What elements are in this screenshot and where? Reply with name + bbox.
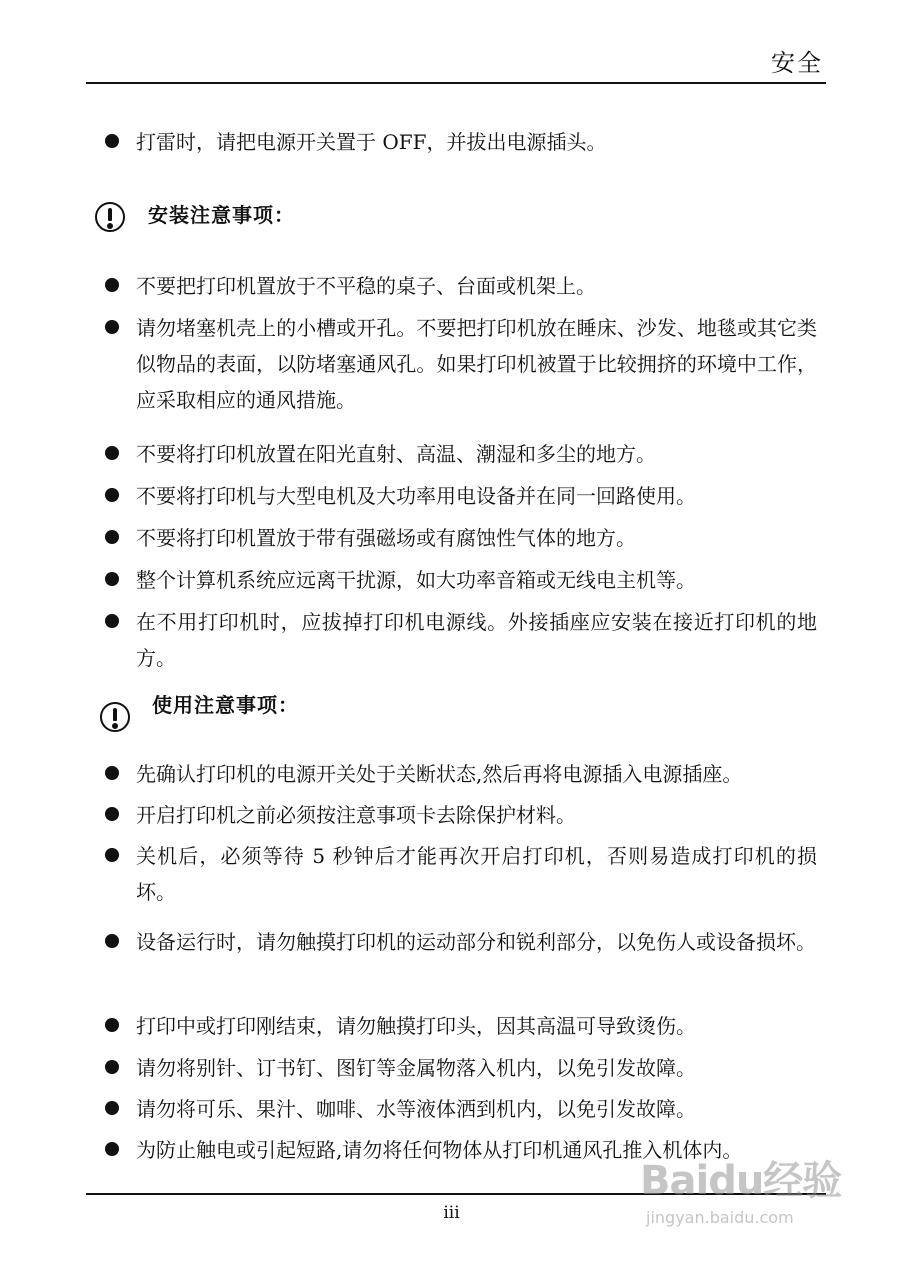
bullet-icon [105, 278, 119, 292]
list-item [105, 520, 817, 556]
watermark-url: jingyan.baidu.com [646, 1208, 794, 1227]
list-item-text: 请勿将别针、订书钉、图钉等金属物落入机内，以免引发故障。 [136, 1056, 696, 1080]
bullet-icon [105, 1060, 119, 1074]
list-item [105, 797, 817, 833]
list-item-text: 打雷时，请把电源开关置于 OFF，并拔出电源插头。 [136, 130, 607, 154]
page-header-title: 安全 [771, 49, 823, 77]
list-item-text: 不要将打印机放置在阳光直射、高温、潮湿和多尘的地方。 [136, 442, 656, 466]
list-item-text: 不要把打印机置放于不平稳的桌子、台面或机架上。 [136, 274, 596, 298]
bullet-icon [105, 766, 119, 780]
list-item-text: 在不用打印机时，应拔掉打印机电源线。外接插座应安装在接近打印机的地方。 [136, 610, 817, 670]
list-item-text: 整个计算机系统应远离干扰源，如大功率音箱或无线电主机等。 [136, 568, 696, 592]
list-item-text: 不要将打印机置放于带有强磁场或有腐蚀性气体的地方。 [136, 526, 636, 550]
list-item-text: 开启打印机之前必须按注意事项卡去除保护材料。 [136, 803, 576, 827]
section-heading-usage: 使用注意事项： [152, 693, 299, 717]
section-heading-installation: 安装注意事项： [148, 203, 295, 227]
list-item [105, 310, 817, 418]
list-item-text: 请勿将可乐、果汁、咖啡、水等液体洒到机内，以免引发故障。 [136, 1097, 696, 1121]
list-item-text: 请勿堵塞机壳上的小槽或开孔。不要把打印机放在睡床、沙发、地毯或其它类似物品的表面，以防堵塞通风孔。如果打印机被置于比较拥挤的环境中工作，应采取相应的通风措施。 [136, 316, 817, 412]
list-item-text: 设备运行时，请勿触摸打印机的运动部分和锐利部分，以免伤人或设备损坏。 [136, 930, 816, 954]
bullet-icon [105, 134, 119, 148]
list-item [105, 756, 817, 792]
watermark-brand: Baidu经验 [640, 1158, 842, 1204]
list-item [105, 562, 817, 598]
list-item [105, 124, 817, 160]
bullet-icon [105, 1018, 119, 1032]
page-number: iii [443, 1203, 460, 1223]
list-item-text: 打印中或打印刚结束，请勿触摸打印头，因其高温可导致烫伤。 [136, 1014, 696, 1038]
list-item [105, 478, 817, 514]
bullet-icon [105, 1101, 119, 1115]
bullet-icon [105, 572, 119, 586]
list-item [105, 924, 817, 960]
list-item [105, 604, 817, 676]
bullet-icon [105, 848, 119, 862]
list-item [105, 1008, 817, 1044]
list-item-text: 先确认打印机的电源开关处于关断状态,然后再将电源插入电源插座。 [136, 762, 743, 786]
bullet-icon [105, 807, 119, 821]
bullet-icon [105, 934, 119, 948]
header-rule [86, 82, 826, 84]
list-item [105, 838, 817, 910]
bullet-icon [105, 530, 119, 544]
bullet-icon [105, 320, 119, 334]
list-item-text: 为防止触电或引起短路,请勿将任何物体从打印机通风孔推入机体内。 [136, 1138, 743, 1162]
list-item-text: 关机后，必须等待 5 秒钟后才能再次开启打印机，否则易造成打印机的损坏。 [136, 844, 817, 904]
baidu-watermark [640, 1158, 860, 1238]
bullet-icon [105, 446, 119, 460]
bullet-icon [105, 1142, 119, 1156]
list-item [105, 436, 817, 472]
list-item-text: 不要将打印机与大型电机及大功率用电设备并在同一回路使用。 [136, 484, 696, 508]
list-item [105, 1091, 817, 1127]
exclamation-circle-icon [100, 702, 130, 732]
bullet-icon [105, 488, 119, 502]
bullet-icon [105, 614, 119, 628]
list-item [105, 268, 817, 304]
exclamation-circle-icon [95, 202, 125, 232]
list-item [105, 1050, 817, 1086]
